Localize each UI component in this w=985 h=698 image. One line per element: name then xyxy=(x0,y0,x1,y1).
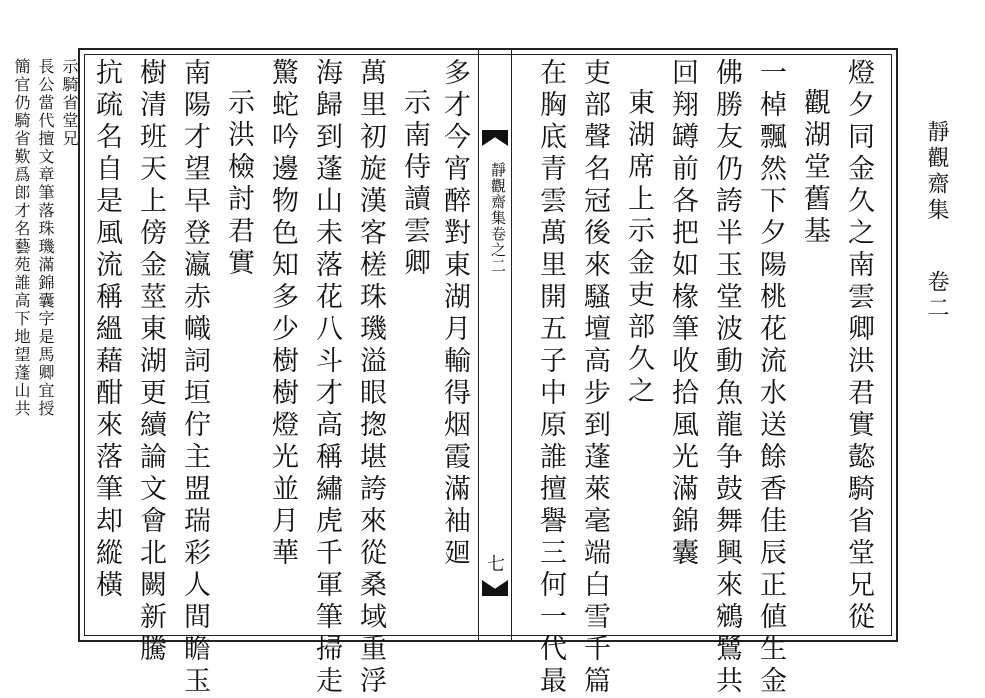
text-column-6: 東湖席上示金吏部久之 xyxy=(623,88,654,408)
center-margin xyxy=(478,50,512,640)
book-title: 靜觀齋集 xyxy=(924,120,949,224)
text-column-10: 示南侍讀雲卿 xyxy=(399,88,430,280)
text-column-11: 萬里初旋漢客槎珠璣溢眼揔堪誇來從桑域重浮 xyxy=(355,58,386,698)
leaf-number: 七 xyxy=(487,554,505,575)
text-column-3: 一棹飄然下夕陽桃花流水送餘香佳辰正値生金 xyxy=(755,58,786,698)
text-column-2: 觀湖堂舊基 xyxy=(799,88,830,248)
text-column-18: 示騎省堂兄 xyxy=(60,58,79,148)
text-column-9: 多才今宵醉對東湖月輸得烟霞滿袖廻 xyxy=(439,58,470,570)
text-column-14: 示洪檢討君實 xyxy=(223,88,254,280)
text-column-1: 燈夕同金久之南雲卿洪君實㦤騎省堂兄從 xyxy=(843,58,874,634)
text-column-7: 吏部聲名冠後來騷壇高步到蓬萊毫端白雪千篇 xyxy=(579,58,610,698)
text-column-16: 樹清班天上傍金莖東湖更續論文會北闕新騰 xyxy=(135,58,166,666)
text-column-19: 長公當代擅文章筆落珠璣滿錦囊字是馬卿宜授 xyxy=(36,58,55,418)
text-column-13: 驚蛇吟邊物色知多少樹樹燈光並月華 xyxy=(267,58,298,570)
text-column-8: 在胸底青雲萬里開五子中原誰擅譽三何一代最 xyxy=(535,58,566,698)
text-column-20: 簡官仍騎省歎爲郎才名藝苑誰高下地望蓬山共 xyxy=(12,58,31,418)
text-column-5: 回翔罇前各把如椽筆收拾風光滿錦囊 xyxy=(667,58,698,570)
text-column-12: 海歸到蓬山未落花八斗才高稱繡虎千軍筆掃走 xyxy=(311,58,342,698)
text-column-17: 抗疏名自是風流稱縕藉酣來落筆却縱橫 xyxy=(91,58,122,602)
volume-label: 卷二 xyxy=(924,270,949,322)
fishtail-ornament-bottom xyxy=(482,580,508,596)
text-column-4: 佛勝友仍誇半玉堂波動魚龍争鼓舞興來鵷鷺共 xyxy=(711,58,742,698)
fishtail-ornament-top xyxy=(482,130,508,146)
margin-title: 靜觀齋集卷之二 xyxy=(489,162,507,274)
text-column-15: 南陽才望早登瀛赤幟詞垣佇主盟瑞彩人間瞻玉 xyxy=(179,58,210,698)
